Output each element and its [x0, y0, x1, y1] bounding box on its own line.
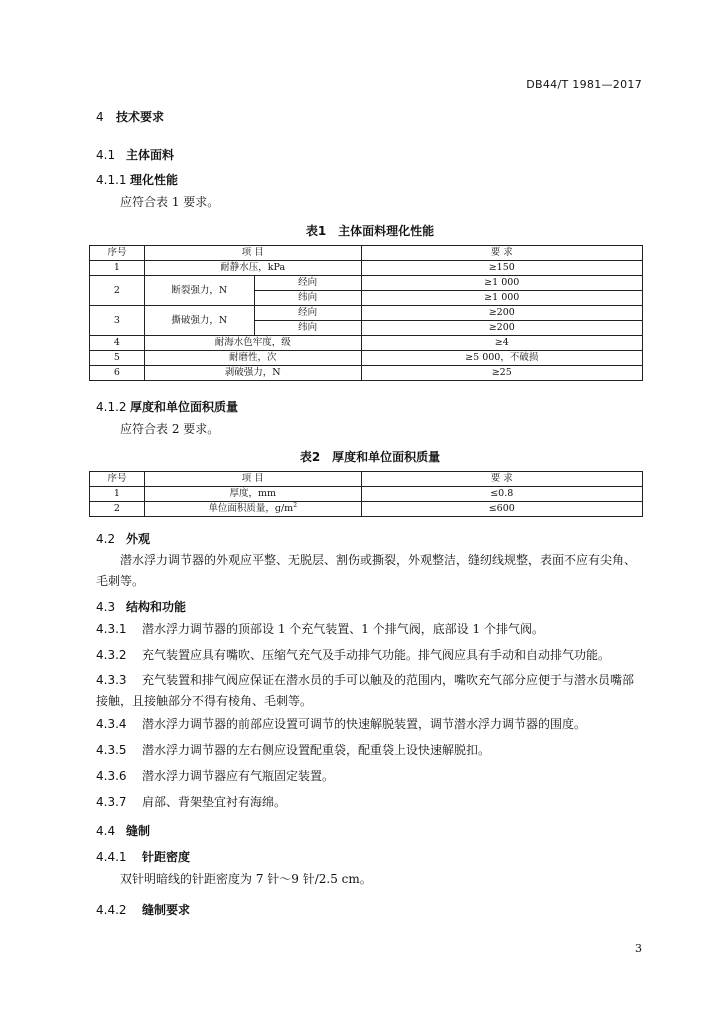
section-number: 4.4.1 — [96, 850, 127, 864]
section-title: 缝制 — [126, 824, 151, 838]
cell-item-text: 单位面积质量，g/m — [208, 503, 294, 514]
cell-item: 耐磨性，次 — [144, 351, 361, 366]
table-row — [90, 306, 643, 321]
cell-no: 1 — [90, 487, 145, 502]
table-row — [90, 351, 643, 366]
clause-number: 4.3.2 — [96, 648, 127, 662]
section-4-4-heading — [96, 822, 644, 839]
section-4-1-2-heading — [96, 398, 644, 415]
header-cell-item: 项 目 — [144, 246, 361, 261]
section-title: 缝制要求 — [142, 903, 191, 917]
table-row — [90, 502, 643, 517]
section-4-2-heading — [96, 530, 644, 547]
section-title: 理化性能 — [130, 173, 179, 187]
cell-requirement: ≥1 000 — [361, 291, 642, 306]
cell-direction: 经向 — [254, 276, 361, 291]
cell-item — [144, 502, 361, 517]
section-4-1-1-heading — [96, 171, 644, 188]
section-title: 结构和功能 — [126, 600, 187, 614]
table-header-row — [90, 472, 643, 487]
section-number: 4.3 — [96, 600, 116, 614]
clause-4-3-4 — [96, 714, 644, 735]
clause-4-3-5 — [96, 740, 644, 761]
cell-no: 2 — [90, 502, 145, 517]
cell-item: 耐海水色牢度，级 — [144, 336, 361, 351]
clause-number: 4.3.1 — [96, 622, 127, 636]
clause-text: 充气装置和排气阀应保证在潜水员的手可以触及的范围内，嘴吹充气部分应便于与潜水员嘴部接触，且接触部分不得有棱角、毛刺等。 — [96, 673, 635, 708]
header-cell-requirement: 要 求 — [361, 472, 643, 487]
cell-direction: 纬向 — [254, 291, 361, 306]
clause-text: 潜水浮力调节器的左右侧应设置配重袋，配重袋上设快速解脱扣。 — [142, 743, 491, 757]
clause-number: 4.3.3 — [96, 673, 127, 687]
paragraph: 双针明暗线的针距密度为 7 针～9 针/2.5 cm。 — [120, 872, 372, 886]
section-title: 厚度和单位面积质量 — [130, 400, 239, 414]
table-2 — [89, 471, 643, 517]
cell-requirement: ≤0.8 — [361, 487, 643, 502]
header-cell-no: 序号 — [90, 472, 145, 487]
table-row — [90, 276, 643, 291]
clause-text: 潜水浮力调节器的顶部设 1 个充气装置、1 个排气阀，底部设 1 个排气阀。 — [142, 622, 544, 636]
table-1-caption: 表1 主体面料理化性能 — [305, 224, 435, 238]
table-row — [90, 261, 643, 276]
section-title: 技术要求 — [116, 110, 165, 124]
cell-requirement: ≥25 — [361, 366, 642, 381]
clause-number: 4.3.7 — [96, 795, 127, 809]
section-number: 4 — [96, 110, 104, 124]
cell-item: 撕破强力，N — [144, 306, 254, 336]
section-4-heading — [96, 108, 644, 125]
section-title: 主体面料 — [126, 148, 175, 162]
section-number: 4.1.1 — [96, 173, 127, 187]
cell-requirement: ≥1 000 — [361, 276, 642, 291]
cell-item: 厚度，mm — [144, 487, 361, 502]
section-4-3-heading — [96, 598, 644, 615]
cell-no: 1 — [90, 261, 145, 276]
clause-4-3-1 — [96, 619, 644, 640]
header-cell-item: 项 目 — [144, 472, 361, 487]
clause-4-3-3 — [96, 670, 644, 712]
clause-number: 4.3.6 — [96, 769, 127, 783]
page-number: 3 — [635, 942, 642, 955]
cell-item: 耐静水压，kPa — [144, 261, 361, 276]
header-cell-no: 序号 — [90, 246, 145, 261]
clause-number: 4.3.5 — [96, 743, 127, 757]
cell-item: 断裂强力，N — [144, 276, 254, 306]
cell-requirement: ≥5 000，不破损 — [361, 351, 642, 366]
cell-no: 3 — [90, 306, 145, 336]
table-1 — [89, 245, 643, 381]
paragraph: 应符合表 1 要求。 — [120, 195, 220, 209]
section-title: 外观 — [126, 532, 151, 546]
clause-text: 充气装置应具有嘴吹、压缩气充气及手动排气功能。排气阀应具有手动和自动排气功能。 — [142, 648, 611, 662]
table-2-caption: 表2 厚度和单位面积质量 — [299, 450, 441, 464]
clause-4-3-6 — [96, 766, 644, 787]
paragraph: 应符合表 2 要求。 — [120, 422, 220, 436]
clause-text: 潜水浮力调节器的前部应设置可调节的快速解脱装置，调节潜水浮力调节器的围度。 — [142, 717, 587, 731]
clause-4-3-2 — [96, 645, 644, 666]
standard-number: DB44/T 1981—2017 — [526, 78, 642, 91]
table-row — [90, 336, 643, 351]
section-number: 4.4 — [96, 824, 116, 838]
section-number: 4.2 — [96, 532, 116, 546]
clause-number: 4.3.4 — [96, 717, 127, 731]
cell-item: 剥破强力，N — [144, 366, 361, 381]
table-row — [90, 487, 643, 502]
section-4-1-heading — [96, 146, 644, 163]
clause-text: 潜水浮力调节器应有气瓶固定装置。 — [142, 769, 335, 783]
cell-requirement: ≥200 — [361, 306, 642, 321]
cell-no: 4 — [90, 336, 145, 351]
section-number: 4.4.2 — [96, 903, 127, 917]
cell-requirement: ≥200 — [361, 321, 642, 336]
cell-requirement: ≥150 — [361, 261, 642, 276]
cell-requirement: ≥4 — [361, 336, 642, 351]
superscript: 2 — [293, 501, 298, 509]
section-title: 针距密度 — [142, 850, 191, 864]
cell-no: 2 — [90, 276, 145, 306]
section-4-4-1-heading — [96, 848, 644, 865]
clause-4-3-7 — [96, 792, 644, 813]
paragraph: 潜水浮力调节器的外观应平整、无脱层、割伤或撕裂，外观整洁，缝纫线规整，表面不应有尖角、毛刺等。 — [96, 553, 637, 588]
cell-no: 6 — [90, 366, 145, 381]
section-number: 4.1.2 — [96, 400, 127, 414]
cell-requirement: ≤600 — [361, 502, 643, 517]
cell-direction: 纬向 — [254, 321, 361, 336]
table-header-row — [90, 246, 643, 261]
clause-text: 肩部、背架垫宜衬有海绵。 — [142, 795, 287, 809]
header-cell-requirement: 要 求 — [361, 246, 642, 261]
cell-no: 5 — [90, 351, 145, 366]
table-row — [90, 366, 643, 381]
cell-direction: 经向 — [254, 306, 361, 321]
section-4-4-2-heading — [96, 901, 644, 918]
section-number: 4.1 — [96, 148, 116, 162]
